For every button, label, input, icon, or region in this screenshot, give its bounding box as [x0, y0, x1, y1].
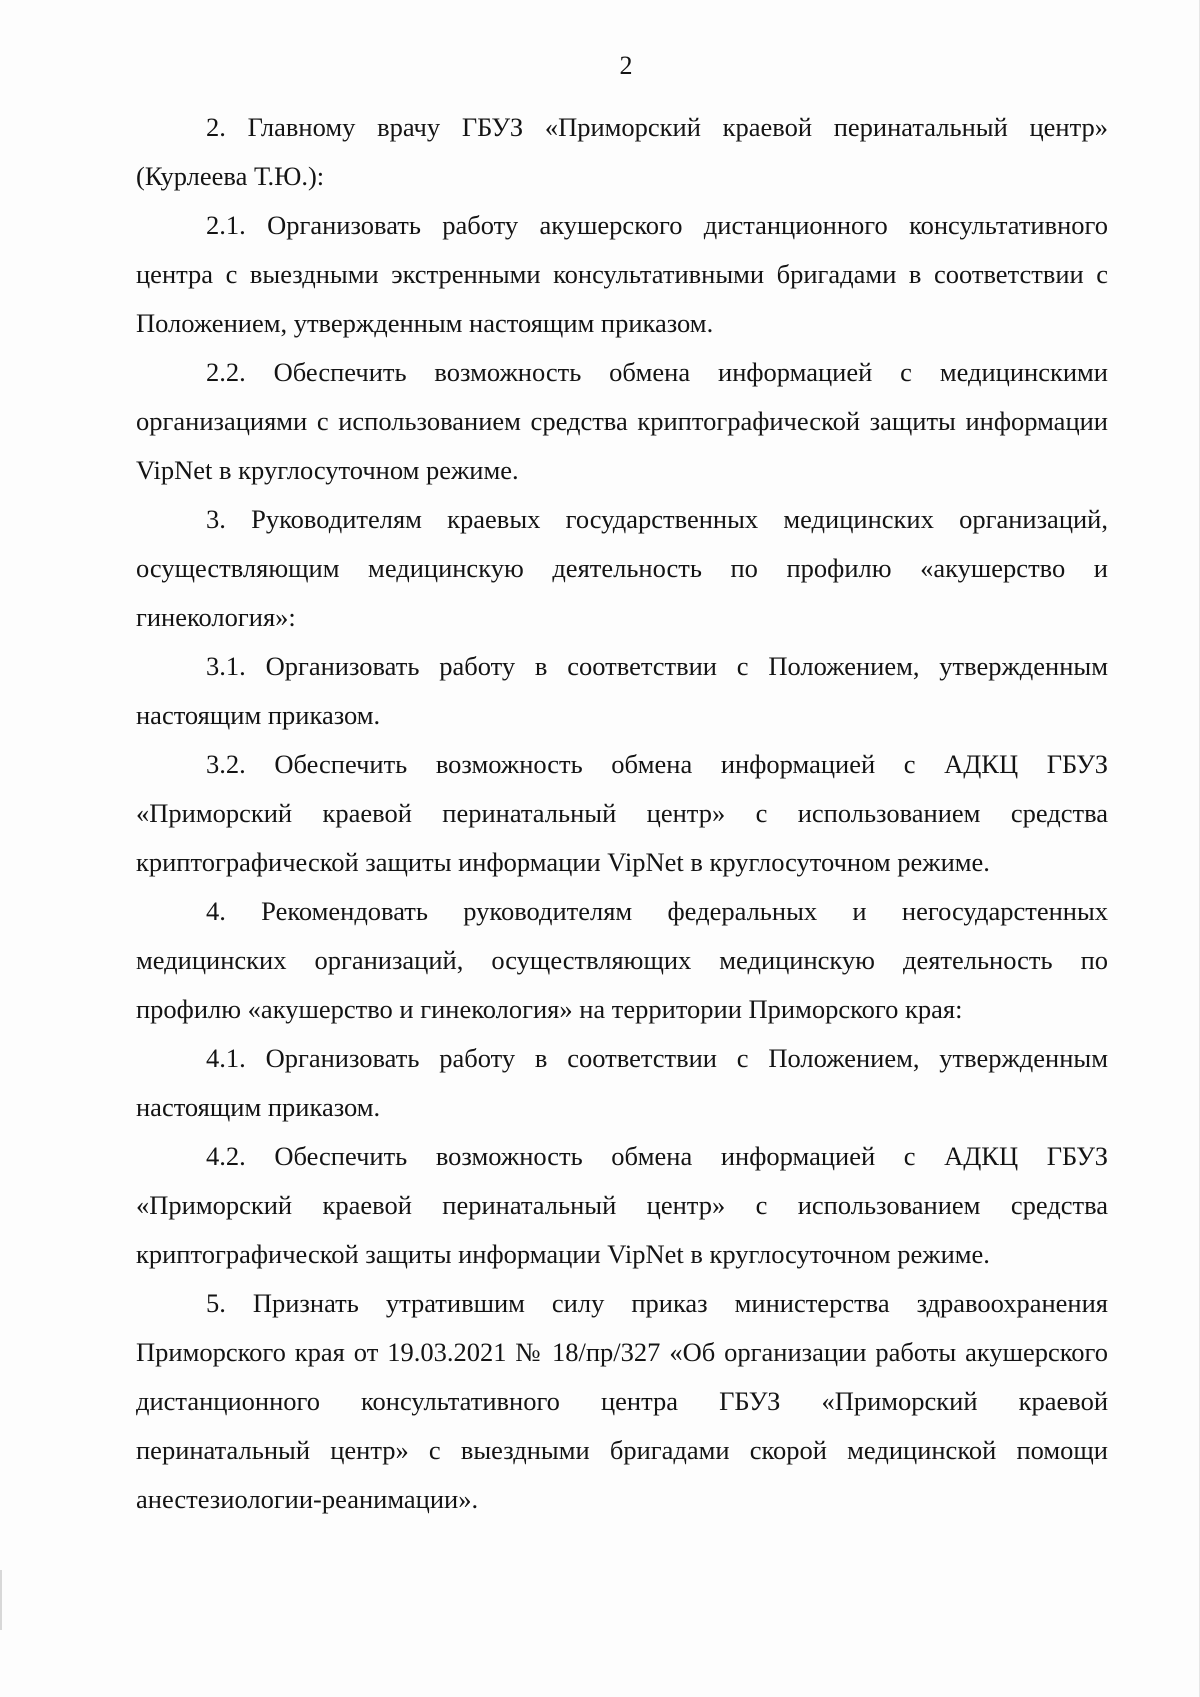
paragraph-3: 3. Руководителям краевых государственных медицинских организаций, осуществляющим медицинскую деятельность по профилю «акушерство и гинекология»: — [136, 504, 1108, 632]
paragraph-4-1: 4.1. Организовать работу в соответствии с Положением, утвержденным настоящим приказом. — [136, 1043, 1108, 1122]
document-body — [136, 103, 1108, 1524]
scan-artifact — [0, 1570, 2, 1630]
page-number: 2 — [619, 51, 633, 80]
paragraph-2-2: 2.2. Обеспечить возможность обмена информацией с медицинскими организациями с использованием средства криптографической защиты информации VipNet в круглосуточном режиме. — [136, 357, 1108, 485]
paragraph-3-1: 3.1. Организовать работу в соответствии с Положением, утвержденным настоящим приказом. — [136, 651, 1108, 730]
paragraph-4-2: 4.2. Обеспечить возможность обмена информацией с АДКЦ ГБУЗ «Приморский краевой перинатальный центр» с использованием средства криптографической защиты информации VipNet в круглосуточном режиме. — [136, 1141, 1108, 1269]
paragraph-4: 4. Рекомендовать руководителям федеральных и негосударстенных медицинских организаций, осуществляющих медицинскую деятельность по профилю «акушерство и гинекология» на территории Приморского края: — [136, 896, 1108, 1024]
paragraph-3-2: 3.2. Обеспечить возможность обмена информацией с АДКЦ ГБУЗ «Приморский краевой перинатальный центр» с использованием средства криптографической защиты информации VipNet в круглосуточном режиме. — [136, 749, 1108, 877]
paragraph-2-1: 2.1. Организовать работу акушерского дистанционного консультативного центра с выездными экстренными консультативными бригадами в соответствии с Положением, утвержденным настоящим приказом. — [136, 210, 1108, 338]
paragraph-5: 5. Признать утратившим силу приказ министерства здравоохранения Приморского края от 19.03.2021 № 18/пр/327 «Об организации работы акушерского дистанционного консультативного центра ГБУЗ «Приморский краевой перинатальный центр» с выездными бригадами скорой медицинской помощи анестезиологии-реанимации». — [136, 1288, 1108, 1514]
paragraph-2: 2. Главному врачу ГБУЗ «Приморский краевой перинатальный центр» (Курлеева Т.Ю.): — [136, 112, 1108, 191]
